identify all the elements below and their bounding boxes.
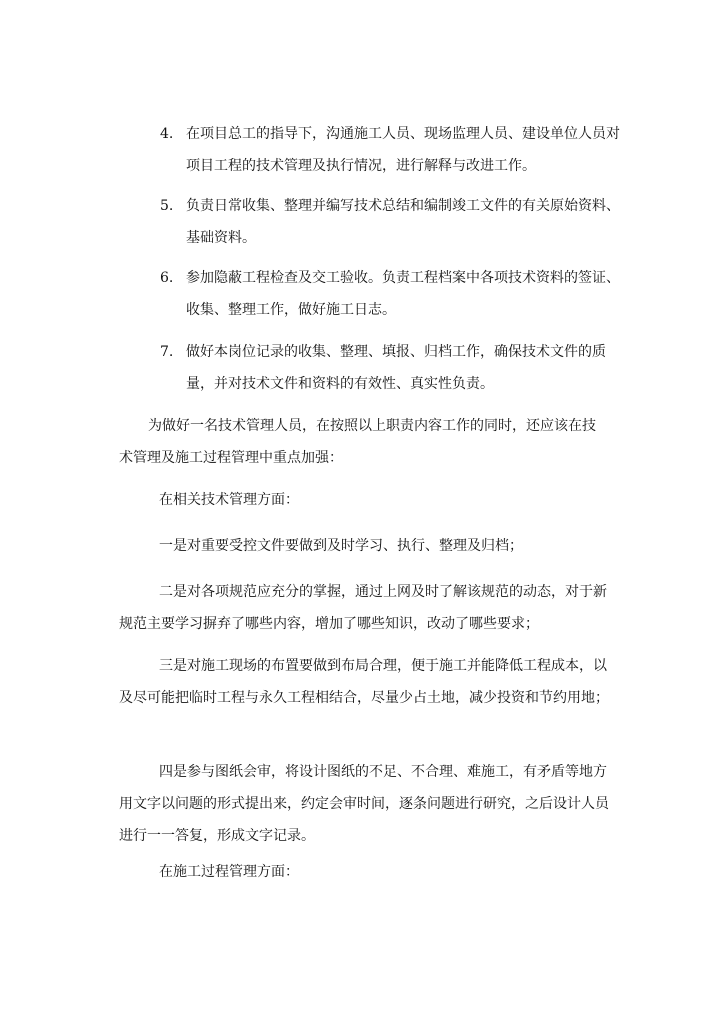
list-text: 负责日常收集、整理并编写技术总结和编制竣工文件的有关原始资料、基础资料。: [186, 198, 620, 246]
point-2: 二是对各项规范应充分的掌握，通过上网及时了解该规范的动态，对于新规范主要学习摒弃了哪些内容，增加了哪些知识，改动了哪些要求；: [119, 584, 607, 632]
list-number: 4.: [160, 126, 174, 142]
tech-management-heading: 在相关技术管理方面：: [159, 492, 299, 508]
point-1: 一是对重要受控文件要做到及时学习、执行、整理及归档；: [159, 538, 523, 554]
process-management-heading: 在施工过程管理方面：: [159, 864, 299, 880]
list-text: 做好本岗位记录的收集、整理、填报、归档工作，确保技术文件的质量，并对技术文件和资料的有效性、真实性负责。: [186, 344, 606, 392]
list-text: 在项目总工的指导下，沟通施工人员、现场监理人员、建设单位人员对项目工程的技术管理及执行情况，进行解释与改进工作。: [186, 126, 620, 174]
list-number: 7.: [160, 344, 174, 360]
list-item-6: [160, 262, 620, 326]
point-4: 四是参与图纸会审，将设计图纸的不足、不合理、难施工，有矛盾等地方用文字以问题的形式提出来，约定会审时间，逐条问题进行研究，之后设计人员进行一一答复，形成文字记录。: [119, 764, 609, 844]
list-number: 5.: [160, 198, 174, 214]
intro-paragraph: 为做好一名技术管理人员，在按照以上职责内容工作的同时，还应该在技术管理及施工过程管理中重点加强：: [119, 418, 596, 466]
list-number: 6.: [160, 270, 174, 286]
list-item-5: [160, 190, 620, 254]
list-item-4: [160, 118, 620, 182]
list-item-7: [160, 336, 620, 400]
point-3: 三是对施工现场的布置要做到布局合理，便于施工并能降低工程成本，以及尽可能把临时工程与永久工程相结合，尽量少占土地，减少投资和节约用地；: [119, 658, 609, 706]
list-text: 参加隐蔽工程检查及交工验收。负责工程档案中各项技术资料的签证、收集、整理工作，做好施工日志。: [186, 270, 620, 318]
